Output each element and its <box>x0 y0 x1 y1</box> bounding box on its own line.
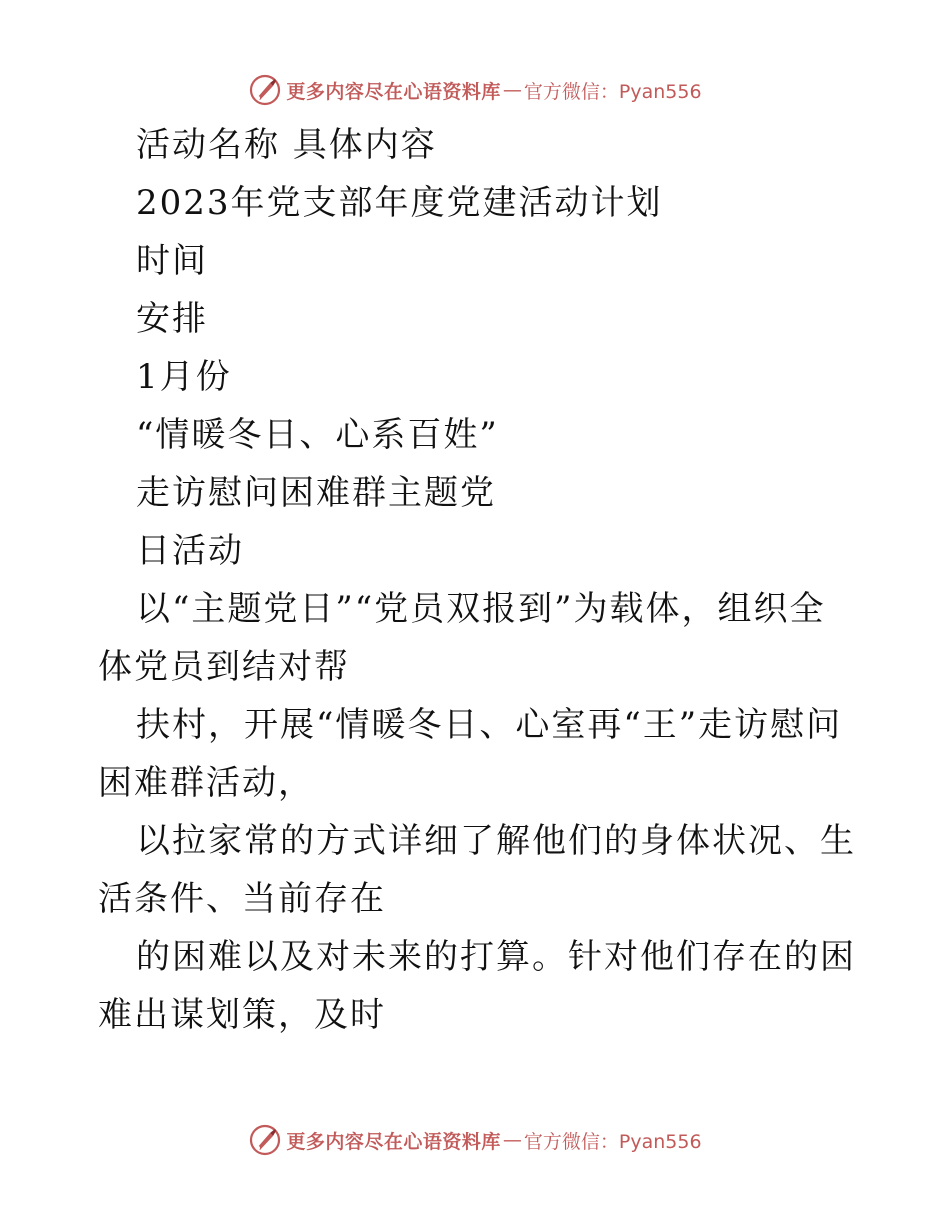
watermark-site-text: 更多内容尽在心语资料库 <box>286 1130 501 1153</box>
quill-pen-logo-icon <box>248 1123 282 1157</box>
table-header-line: 活动名称 具体内容 <box>136 125 437 165</box>
activity-name-line-3: 日活动 <box>136 531 244 571</box>
content-paragraph: 扶村，开展“情暖冬日、心室再“王”走访慰问困难群活动， <box>98 705 843 803</box>
arrangement-label: 安排 <box>136 299 208 339</box>
watermark-wechat-text: 官方微信：Pyan556 <box>523 1130 702 1153</box>
watermark-dash: — <box>502 1129 522 1151</box>
quill-pen-logo-icon <box>248 73 282 107</box>
content-paragraph: 的困难以及对未来的打算。针对他们存在的困难出谋划策，及时 <box>98 937 856 1035</box>
document-body <box>98 116 858 1044</box>
content-paragraph: 以拉家常的方式详细了解他们的身体状况、生活条件、当前存在 <box>98 821 856 919</box>
activity-name-line-2: 走访慰问困难群主题党 <box>136 473 496 513</box>
footer-watermark <box>0 1120 950 1160</box>
month-label: 1月份 <box>136 357 232 397</box>
watermark-site-text: 更多内容尽在心语资料库 <box>286 80 501 103</box>
plan-title: 2023年党支部年度党建活动计划 <box>136 183 663 223</box>
content-paragraph: 以“主题党日”“党员双报到”为载体，组织全体党员到结对帮 <box>98 589 826 687</box>
activity-name-line: “情暖冬日、心系百姓” <box>136 415 499 455</box>
header-watermark <box>0 70 950 110</box>
time-label: 时间 <box>136 241 208 281</box>
watermark-dash: — <box>502 79 522 101</box>
watermark-wechat-text: 官方微信：Pyan556 <box>523 80 702 103</box>
